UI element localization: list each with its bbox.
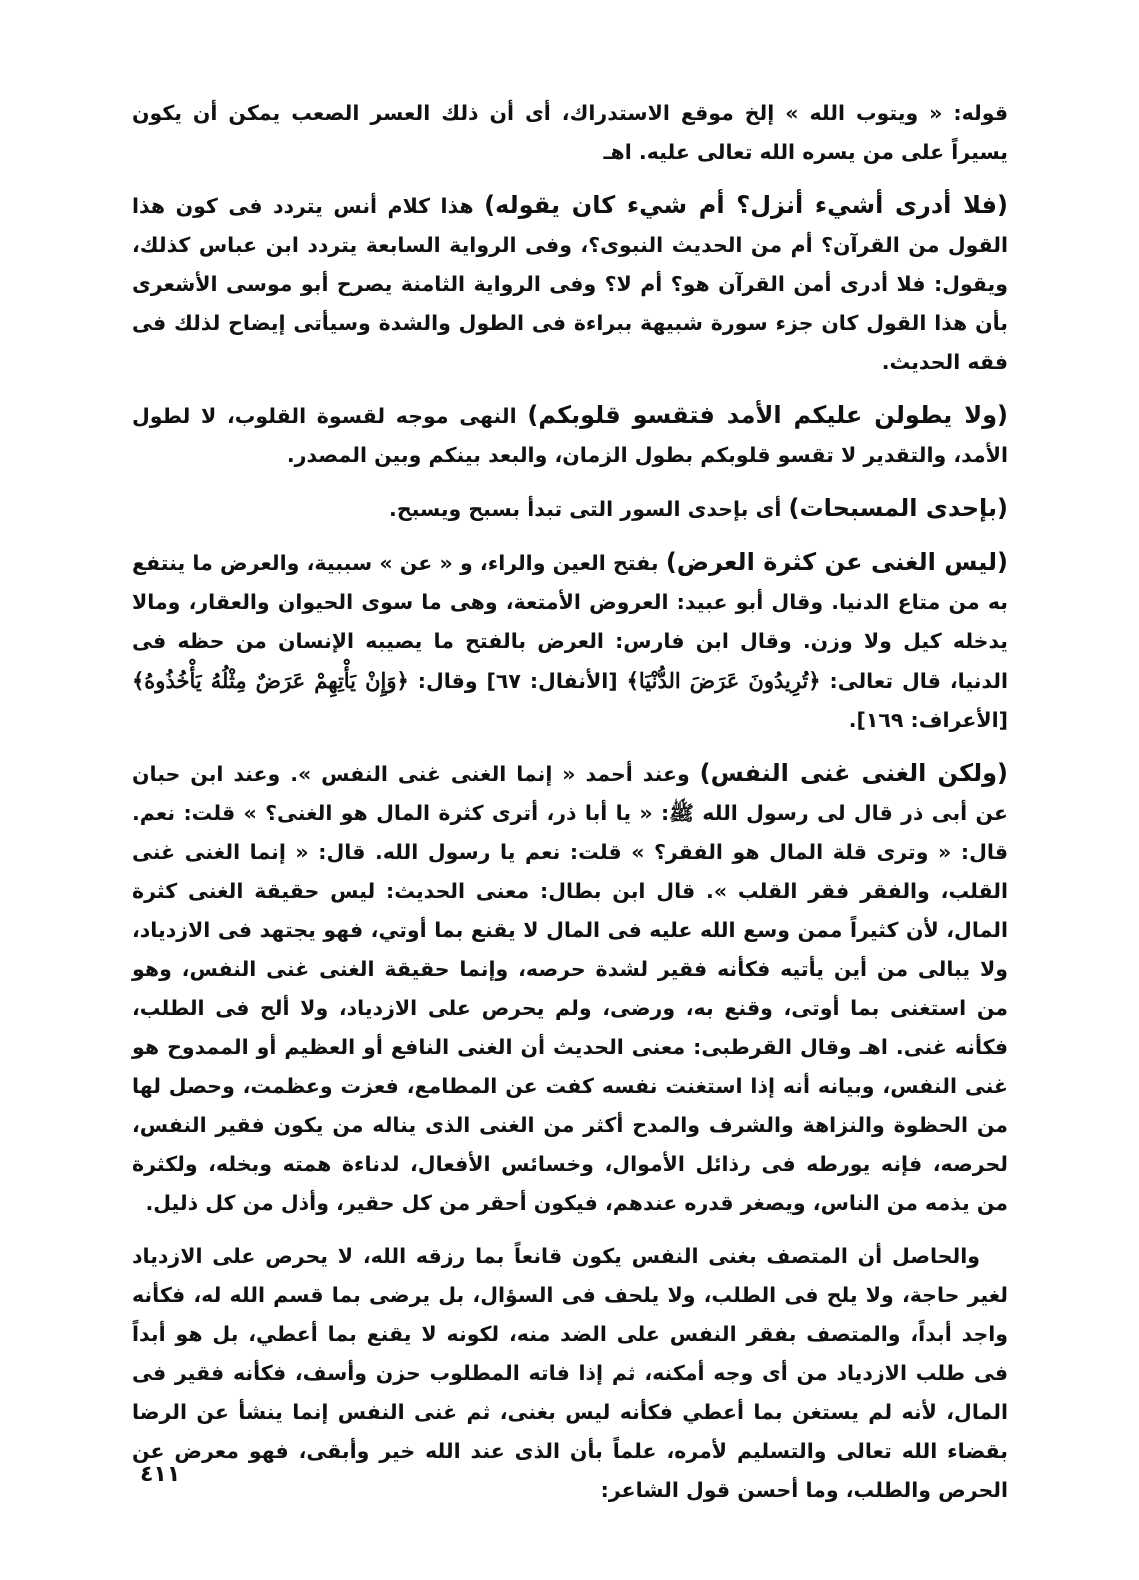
paragraph-text: أى بإحدى السور التى تبدأ بسبح ويسبح. xyxy=(389,497,789,521)
quran-quote: ﴿وَإِنْ يَأْتِهِمْ عَرَضٌ مِثْلُهُ يَأْخُذُوهُ﴾ xyxy=(132,668,409,693)
lemma-heading: (ليس الغنى عن كثرة العرض) xyxy=(665,548,1008,576)
paragraph-text: قوله: « ويتوب الله » إلخ موقع الاستدراك، أى أن ذلك العسر الصعب يمكن أن يكون يسيراً على من يسره الله تعالى عليه. اهـ xyxy=(132,101,1008,164)
paragraph-hardening-hearts xyxy=(132,396,1008,475)
quran-quote: ﴿تُرِيدُونَ عَرَضَ الدُّنْيَا﴾ xyxy=(626,668,821,693)
paragraph-conclusion xyxy=(132,1237,1008,1510)
page-body xyxy=(132,94,1008,1510)
lemma-heading: (ولكن الغنى غنى النفس) xyxy=(699,759,1008,787)
paragraph-musabbihat xyxy=(132,489,1008,529)
paragraph-commentary-intro xyxy=(132,94,1008,172)
lemma-heading: (فلا أدرى أشيء أنزل؟ أم شيء كان يقوله) xyxy=(484,191,1008,219)
paragraph-wealth-definition xyxy=(132,543,1008,740)
lemma-heading: (بإحدى المسبحات) xyxy=(788,494,1008,522)
citation-text: [الأنفال: ٦٧] وقال: xyxy=(408,669,627,693)
citation-text: [الأعراف: ١٦٩]. xyxy=(848,708,1008,732)
paragraph-text: والحاصل أن المتصف بغنى النفس يكون قانعاً بما رزقه الله، لا يحرص على الازدياد لغير حاجة، ولا يلح فى الطلب، ولا يلحف فى السؤال، بل يرضى بما قسم الله له، فكأنه واجد أبداً، والمتصف بفقر النفس على الضد منه، لكونه لا يقنع بما أعطي، بل هو أبداً فى طلب الازدياد من أى وجه أمكنه، ثم إذا فاته المطلوب حزن وأسف، فكأنه فقير فى المال، لأنه لم يستغن بما أعطي فكأنه ليس بغنى، ثم غنى النفس إنما ينشأ عن الرضا بقضاء الله تعالى والتسليم لأمره، علماً بأن الذى عند الله خير وأبقى، فهو معرض عن الحرص والطلب، وما أحسن قول الشاعر: xyxy=(132,1244,1008,1502)
paragraph-text: هذا كلام أنس يتردد فى كون هذا القول من القرآن؟ أم من الحديث النبوى؟، وفى الرواية السابعة يتردد ابن عباس كذلك، ويقول: فلا أدرى أمن القرآن هو؟ أم لا؟ وفى الرواية الثامنة يصرح أبو موسى الأشعرى بأن هذا القول كان جزء سورة شبيهة ببراءة فى الطول والشدة وسيأتى إيضاح لذلك فى فقه الحديث. xyxy=(132,194,1008,374)
paragraph-text: بفتح العين والراء، و « عن » سببية، والعرض ما ينتفع به من متاع الدنيا. وقال أبو عبيد: العروض الأمتعة، وهى ما سوى الحيوان والعقار، ومالا يدخله كيل ولا وزن. وقال ابن فارس: العرض بالفتح ما يصيبه الإنسان من حظه فى الدنيا، قال تعالى: xyxy=(132,551,1008,693)
lemma-heading: (ولا يطولن عليكم الأمد فتقسو قلوبكم) xyxy=(527,401,1008,429)
page-number: ٤١١ xyxy=(140,1462,181,1487)
paragraph-text: النهى موجه لقسوة القلوب، لا لطول الأمد، والتقدير لا تقسو قلوبكم بطول الزمان، والبعد بينكم وبين المصدر. xyxy=(132,404,1008,467)
paragraph-text: وعند أحمد « إنما الغنى غنى النفس ». وعند ابن حبان عن أبى ذر قال لى رسول الله ﷺ: « يا أبا ذر، أترى كثرة المال هو الغنى؟ » قلت: نعم. قال: « وترى قلة المال هو الفقر؟ » قلت: نعم يا رسول الله. قال: « إنما الغنى غنى القلب، والفقر فقر القلب ». قال ابن بطال: معنى الحديث: ليس حقيقة الغنى كثرة المال، لأن كثيراً ممن وسع الله عليه فى المال لا يقنع بما أوتي، فهو يجتهد فى الازدياد، ولا يبالى من أين يأتيه فكأنه فقير لشدة حرصه، وإنما حقيقة الغنى غنى النفس، وهو من استغنى بما أوتى، وقنع به، ورضى، ولم يحرص على الازدياد، ولا ألح فى الطلب، فكأنه غنى. اهـ وقال القرطبى: معنى الحديث أن الغنى النافع أو العظيم أو الممدوح هو غنى النفس، وبيانه أنه إذا استغنت نفسه كفت عن المطامع، فعزت وعظمت، وحصل لها من الحظوة والنزاهة والشرف والمدح أكثر من الغنى الذى يناله من يكون فقير النفس، لحرصه، فإنه يورطه فى رذائل الأموال، وخسائس الأفعال، لدناءة همته وبخله، ولكثرة من يذمه من الناس، ويصغر قدره عندهم، فيكون أحقر من كل حقير، وأذل من كل ذليل. xyxy=(132,762,1008,1215)
paragraph-richness-of-soul xyxy=(132,754,1008,1223)
paragraph-uncertainty xyxy=(132,186,1008,382)
